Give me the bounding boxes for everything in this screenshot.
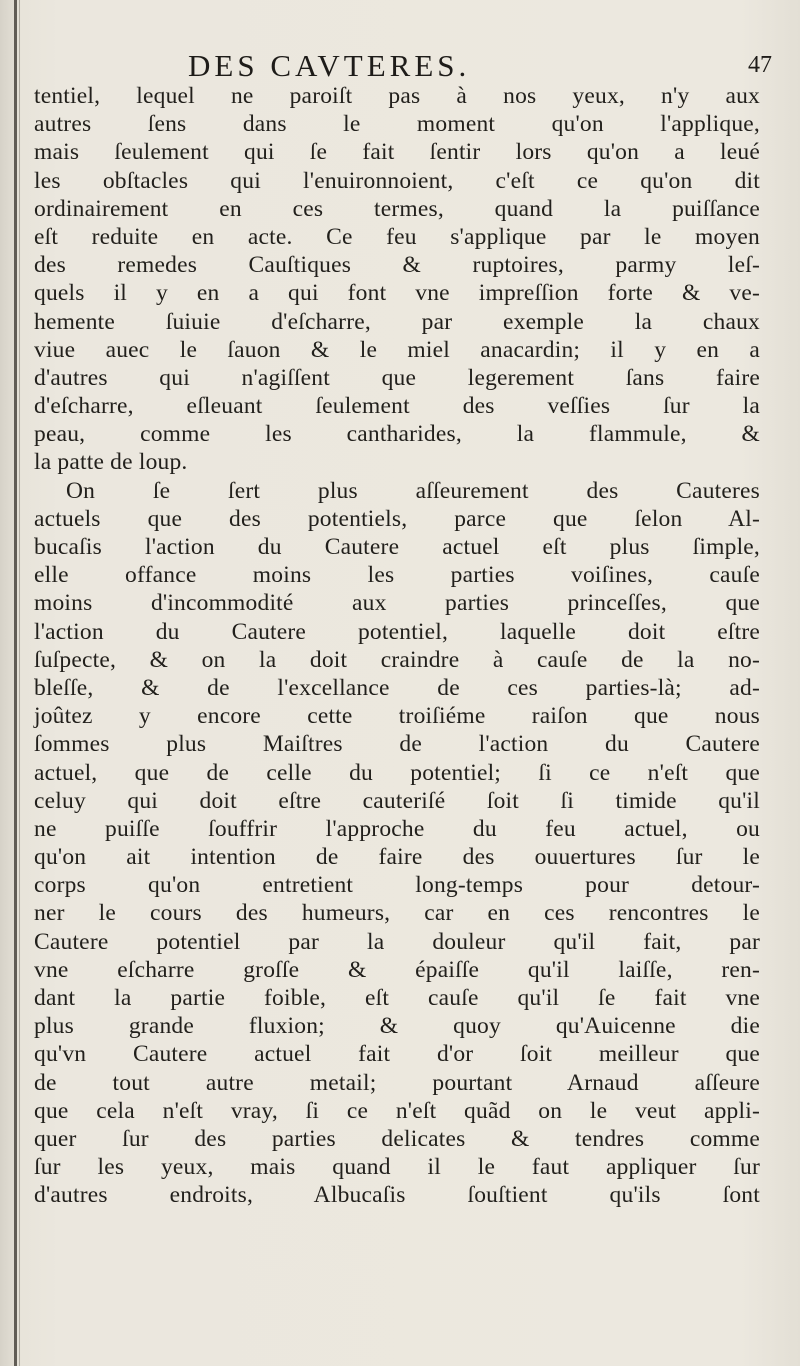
text-line: ſur les yeux, mais quand il le faut appliquer ſur xyxy=(34,1154,760,1181)
text-line: quer ſur des parties delicates & tendres comme xyxy=(34,1125,760,1152)
paragraph-start-line: On ſe ſert plus aſſeurement des Cauteres xyxy=(66,477,760,504)
text-line: joûtez y encore cette troiſiéme raiſon que nous xyxy=(34,703,760,730)
text-line: d'eſcharre, eſleuant ſeulement des veſſies ſur la xyxy=(34,393,760,420)
text-line: quels il y en a qui font vne impreſſion forte & ve- xyxy=(34,280,760,307)
binding-edge xyxy=(14,0,17,1366)
text-line: corps qu'on entretient long-temps pour detour- xyxy=(34,872,760,899)
text-line: autres ſens dans le moment qu'on l'applique, xyxy=(34,111,760,138)
text-line: les obſtacles qui l'enuironnoient, c'eſt ce qu'on dit xyxy=(34,167,760,194)
page-number: 47 xyxy=(748,52,772,78)
text-line: l'action du Cautere potentiel, laquelle doit eſtre xyxy=(34,618,760,645)
text-line: actuels que des potentiels, parce que ſelon Al- xyxy=(34,505,760,532)
binding-shadow xyxy=(19,0,20,1366)
text-line: qu'on ait intention de faire des ouuertures ſur le xyxy=(34,844,760,871)
text-line: de tout autre metail; pourtant Arnaud aſſeure xyxy=(34,1069,760,1096)
text-line: bleſſe, & de l'excellance de ces parties-là; ad- xyxy=(34,674,760,701)
text-line: tentiel, lequel ne paroiſt pas à nos yeux, n'y aux xyxy=(34,83,760,109)
text-line: ner le cours des humeurs, car en ces rencontres le xyxy=(34,900,760,927)
text-line: vne eſcharre groſſe & épaiſſe qu'il laiſſe, ren- xyxy=(34,956,760,983)
text-line: celuy qui doit eſtre cauteriſé ſoit ſi timide qu'il xyxy=(34,787,760,814)
text-line: bucaſis l'action du Cautere actuel eſt plus ſimple, xyxy=(34,534,760,560)
text-line: d'autres qui n'agiſſent que legerement ſans faire xyxy=(34,364,760,391)
text-line: dant la partie foible, eſt cauſe qu'il ſe fait vne xyxy=(34,985,760,1011)
text-line: moins d'incommodité aux parties princeſſes, que xyxy=(34,590,760,617)
text-line: Cautere potentiel par la douleur qu'il fait, par xyxy=(34,928,760,955)
text-line: elle offance moins les parties voiſines, cauſe xyxy=(34,562,760,589)
text-line: viue auec le ſauon & le miel anacardin; il y en a xyxy=(34,336,760,363)
text-line: mais ſeulement qui ſe fait ſentir lors qu'on a leué xyxy=(34,139,760,166)
text-line: des remedes Cauſtiques & ruptoires, parmy leſ- xyxy=(34,252,760,279)
text-line: peau, comme les cantharides, la flammule, & xyxy=(34,421,760,448)
text-line: ordinairement en ces termes, quand la puiſſance xyxy=(34,195,760,222)
text-line: ſuſpecte, & on la doit craindre à cauſe de la no- xyxy=(34,646,760,673)
text-line: la patte de loup. xyxy=(34,449,188,476)
text-line: plus grande fluxion; & quoy qu'Auicenne die xyxy=(34,1013,760,1040)
text-line: que cela n'eſt vray, ſi ce n'eſt quãd on le veut appli- xyxy=(34,1097,760,1124)
text-line: qu'vn Cautere actuel fait d'or ſoit meilleur que xyxy=(34,1041,760,1068)
text-line: d'autres endroits, Albucaſis ſouſtient qu'ils ſont xyxy=(34,1182,760,1209)
text-line: ſommes plus Maiſtres de l'action du Cautere xyxy=(34,731,760,758)
text-line: hemente ſuiuie d'eſcharre, par exemple la chaux xyxy=(34,308,760,335)
text-line: ne puiſſe ſouffrir l'approche du feu actuel, ou xyxy=(34,815,760,842)
text-line: eſt reduite en acte. Ce feu s'applique par le moyen xyxy=(34,223,760,250)
text-line: actuel, que de celle du potentiel; ſi ce n'eſt que xyxy=(34,759,760,786)
running-title: DES CAVTERES. xyxy=(188,48,471,83)
body-text xyxy=(34,82,794,1210)
